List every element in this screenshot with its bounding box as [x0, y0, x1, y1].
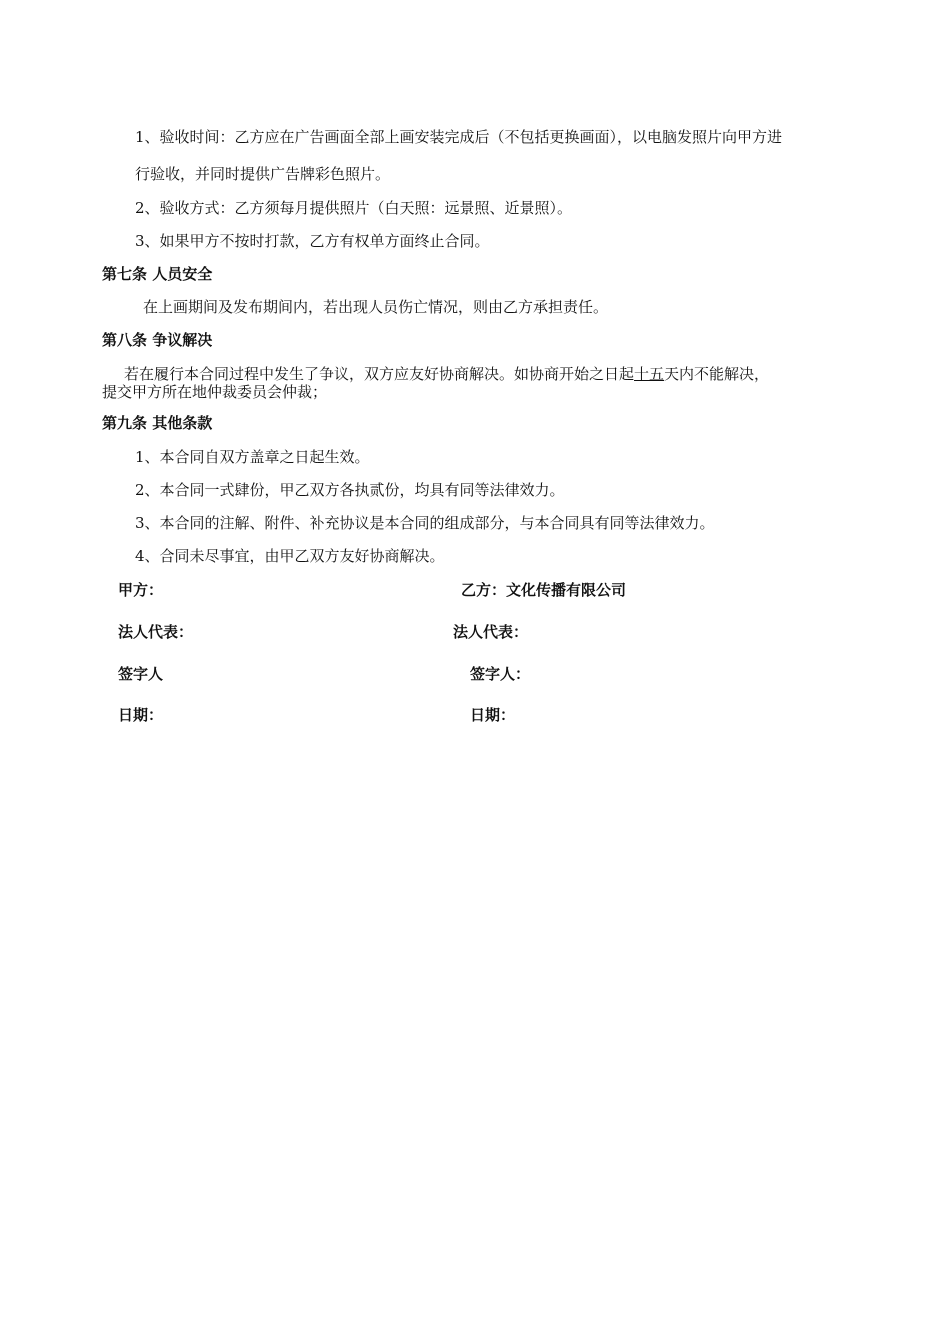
article-9-item-3: 3、本合同的注解、附件、补充协议是本合同的组成部分，与本合同具有同等法律效力。: [135, 514, 715, 532]
article-8-body-start: 若在履行本合同过程中发生了争议，双方应友好协商解决。如协商开始之日起: [124, 365, 635, 383]
acceptance-item-1-line-1: 1、验收时间：乙方应在广告画面全部上画安装完成后（不包括更换画面），以电脑发照片向甲方进: [135, 128, 783, 146]
party-b-date: 日期：: [470, 706, 516, 724]
acceptance-item-3: 3、如果甲方不按时打款，乙方有权单方面终止合同。: [135, 232, 490, 250]
party-a-label: 甲方：: [118, 581, 164, 599]
party-b-signer: 签字人：: [470, 665, 531, 683]
article-9-item-4: 4、合同未尽事宜，由甲乙双方友好协商解决。: [135, 547, 445, 565]
article-8-body-line-2: 提交甲方所在地仲裁委员会仲裁；: [102, 383, 328, 401]
article-8-heading: 第八条 争议解决: [102, 331, 213, 349]
article-9-heading: 第九条 其他条款: [102, 414, 213, 432]
acceptance-item-2: 2、验收方式：乙方须每月提供照片（白天照：远景照、近景照）。: [135, 199, 573, 217]
party-a-date: 日期：: [118, 706, 164, 724]
acceptance-item-1-line-2: 行验收，并同时提供广告牌彩色照片。: [135, 165, 391, 183]
article-8-days-underlined: 十五: [634, 365, 665, 383]
party-b-legal-rep: 法人代表：: [453, 623, 529, 641]
article-8-body-line-1: [124, 365, 769, 383]
article-7-body: 在上画期间及发布期间内，若出现人员伤亡情况，则由乙方承担责任。: [143, 298, 609, 316]
party-b-label: 乙方：文化传播有限公司: [461, 581, 627, 599]
article-7-heading: 第七条 人员安全: [102, 265, 213, 283]
article-9-item-2: 2、本合同一式肆份，甲乙双方各执贰份，均具有同等法律效力。: [135, 481, 565, 499]
party-a-signer: 签字人: [118, 665, 164, 683]
party-a-legal-rep: 法人代表：: [118, 623, 194, 641]
article-8-body-end: 天内不能解决，: [664, 365, 770, 383]
article-9-item-1: 1、本合同自双方盖章之日起生效。: [135, 448, 370, 466]
